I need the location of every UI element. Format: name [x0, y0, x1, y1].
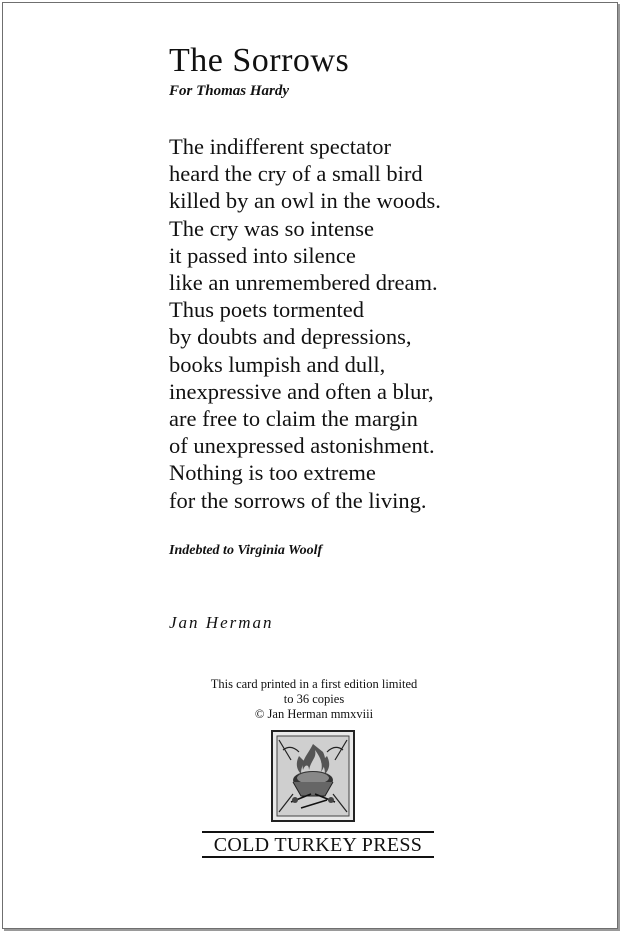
colophon-line: to 36 copies [283, 692, 345, 706]
poem-line: The indifferent spectator [169, 134, 391, 159]
poem-line: Nothing is too extreme [169, 460, 376, 486]
poem-line: like an unremembered dream. [169, 270, 438, 296]
press-rule-top [202, 831, 434, 833]
copyright-line: © Jan Herman mmxviii [254, 707, 374, 721]
poem-line: are free to claim the margin [169, 406, 418, 432]
poem-card [2, 2, 618, 929]
poem-line: heard the cry of a small bird [169, 161, 423, 187]
poem-line: it passed into silence [169, 242, 356, 268]
poem-line: killed by an owl in the woods. [169, 188, 441, 214]
poem-line: books lumpish and dull, [169, 351, 386, 377]
poem-line: The cry was so intense [169, 215, 374, 241]
press-name: COLD TURKEY PRESS [213, 834, 423, 856]
dedication-note: Indebted to Virginia Woolf [169, 543, 323, 558]
poem-title: The Sorrows [169, 42, 350, 79]
poem-line: inexpressive and often a blur, [169, 378, 434, 404]
poem-line: by doubts and depressions, [169, 324, 412, 350]
poem-body [169, 133, 441, 514]
poem-line: Thus poets tormented [169, 297, 364, 323]
colophon-line: This card printed in a first edition limited [210, 677, 418, 691]
poem-subtitle: For Thomas Hardy [169, 83, 290, 99]
poem-line: of unexpressed astonishment. [169, 433, 435, 459]
press-rule-bottom [202, 856, 434, 858]
author-name: Jan Herman [169, 613, 274, 632]
poem-line: for the sorrows of the living. [169, 487, 427, 513]
press-emblem-icon [271, 730, 355, 822]
colophon [183, 677, 445, 722]
